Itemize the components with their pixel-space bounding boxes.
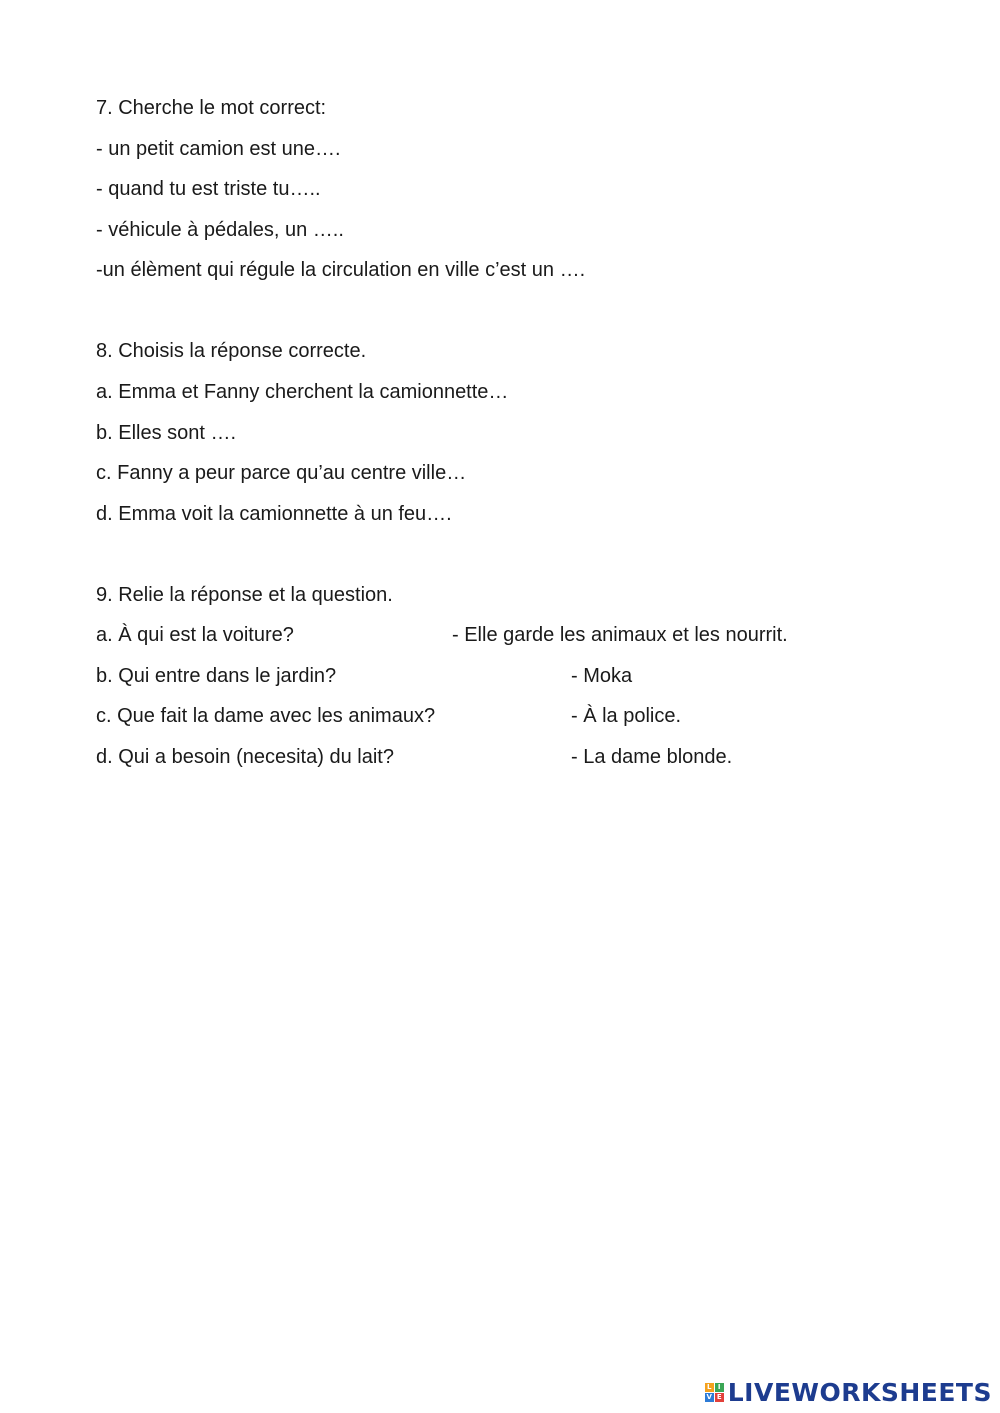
liveworksheets-brand-text: LIVEWORKSHEETS (727, 1377, 992, 1407)
section7-title: 7. Cherche le mot correct: (96, 97, 327, 119)
section7-item-4: -un élèment qui régule la circulation en ville c’est un …. (96, 259, 586, 281)
logo-letter-v: V (706, 1392, 712, 1401)
section8-item-c: c. Fanny a peur parce qu’au centre ville… (96, 462, 467, 484)
section8-item-d: d. Emma voit la camionnette à un feu…. (96, 503, 452, 525)
section9-question-c: c. Que fait la dame avec les animaux? (96, 705, 436, 727)
section9-answer-4: - La dame blonde. (571, 746, 733, 768)
section9-question-d: d. Qui a besoin (necesita) du lait? (96, 746, 394, 768)
section9-answer-1: - Elle garde les animaux et les nourrit. (452, 624, 788, 646)
section8-item-b: b. Elles sont …. (96, 422, 237, 444)
logo-letter-l: L (705, 1383, 714, 1392)
section9-question-a: a. À qui est la voiture? (96, 624, 294, 646)
section8-item-a: a. Emma et Fanny cherchent la camionnette… (96, 381, 509, 403)
section7-item-2: - quand tu est triste tu….. (96, 178, 321, 200)
section9-answer-3: - À la police. (571, 705, 682, 727)
section9-answer-2: - Moka (571, 665, 633, 687)
liveworksheets-logo (705, 1377, 992, 1407)
section7-item-3: - véhicule à pédales, un ….. (96, 219, 344, 241)
section7-item-1: - un petit camion est une…. (96, 138, 341, 160)
logo-letter-i: I (715, 1383, 724, 1392)
liveworksheets-logo-icon (705, 1383, 724, 1402)
section9-question-b: b. Qui entre dans le jardin? (96, 665, 337, 687)
logo-letter-e: E (715, 1393, 724, 1402)
section8-title: 8. Choisis la réponse correcte. (96, 340, 367, 362)
section9-title: 9. Relie la réponse et la question. (96, 584, 393, 606)
